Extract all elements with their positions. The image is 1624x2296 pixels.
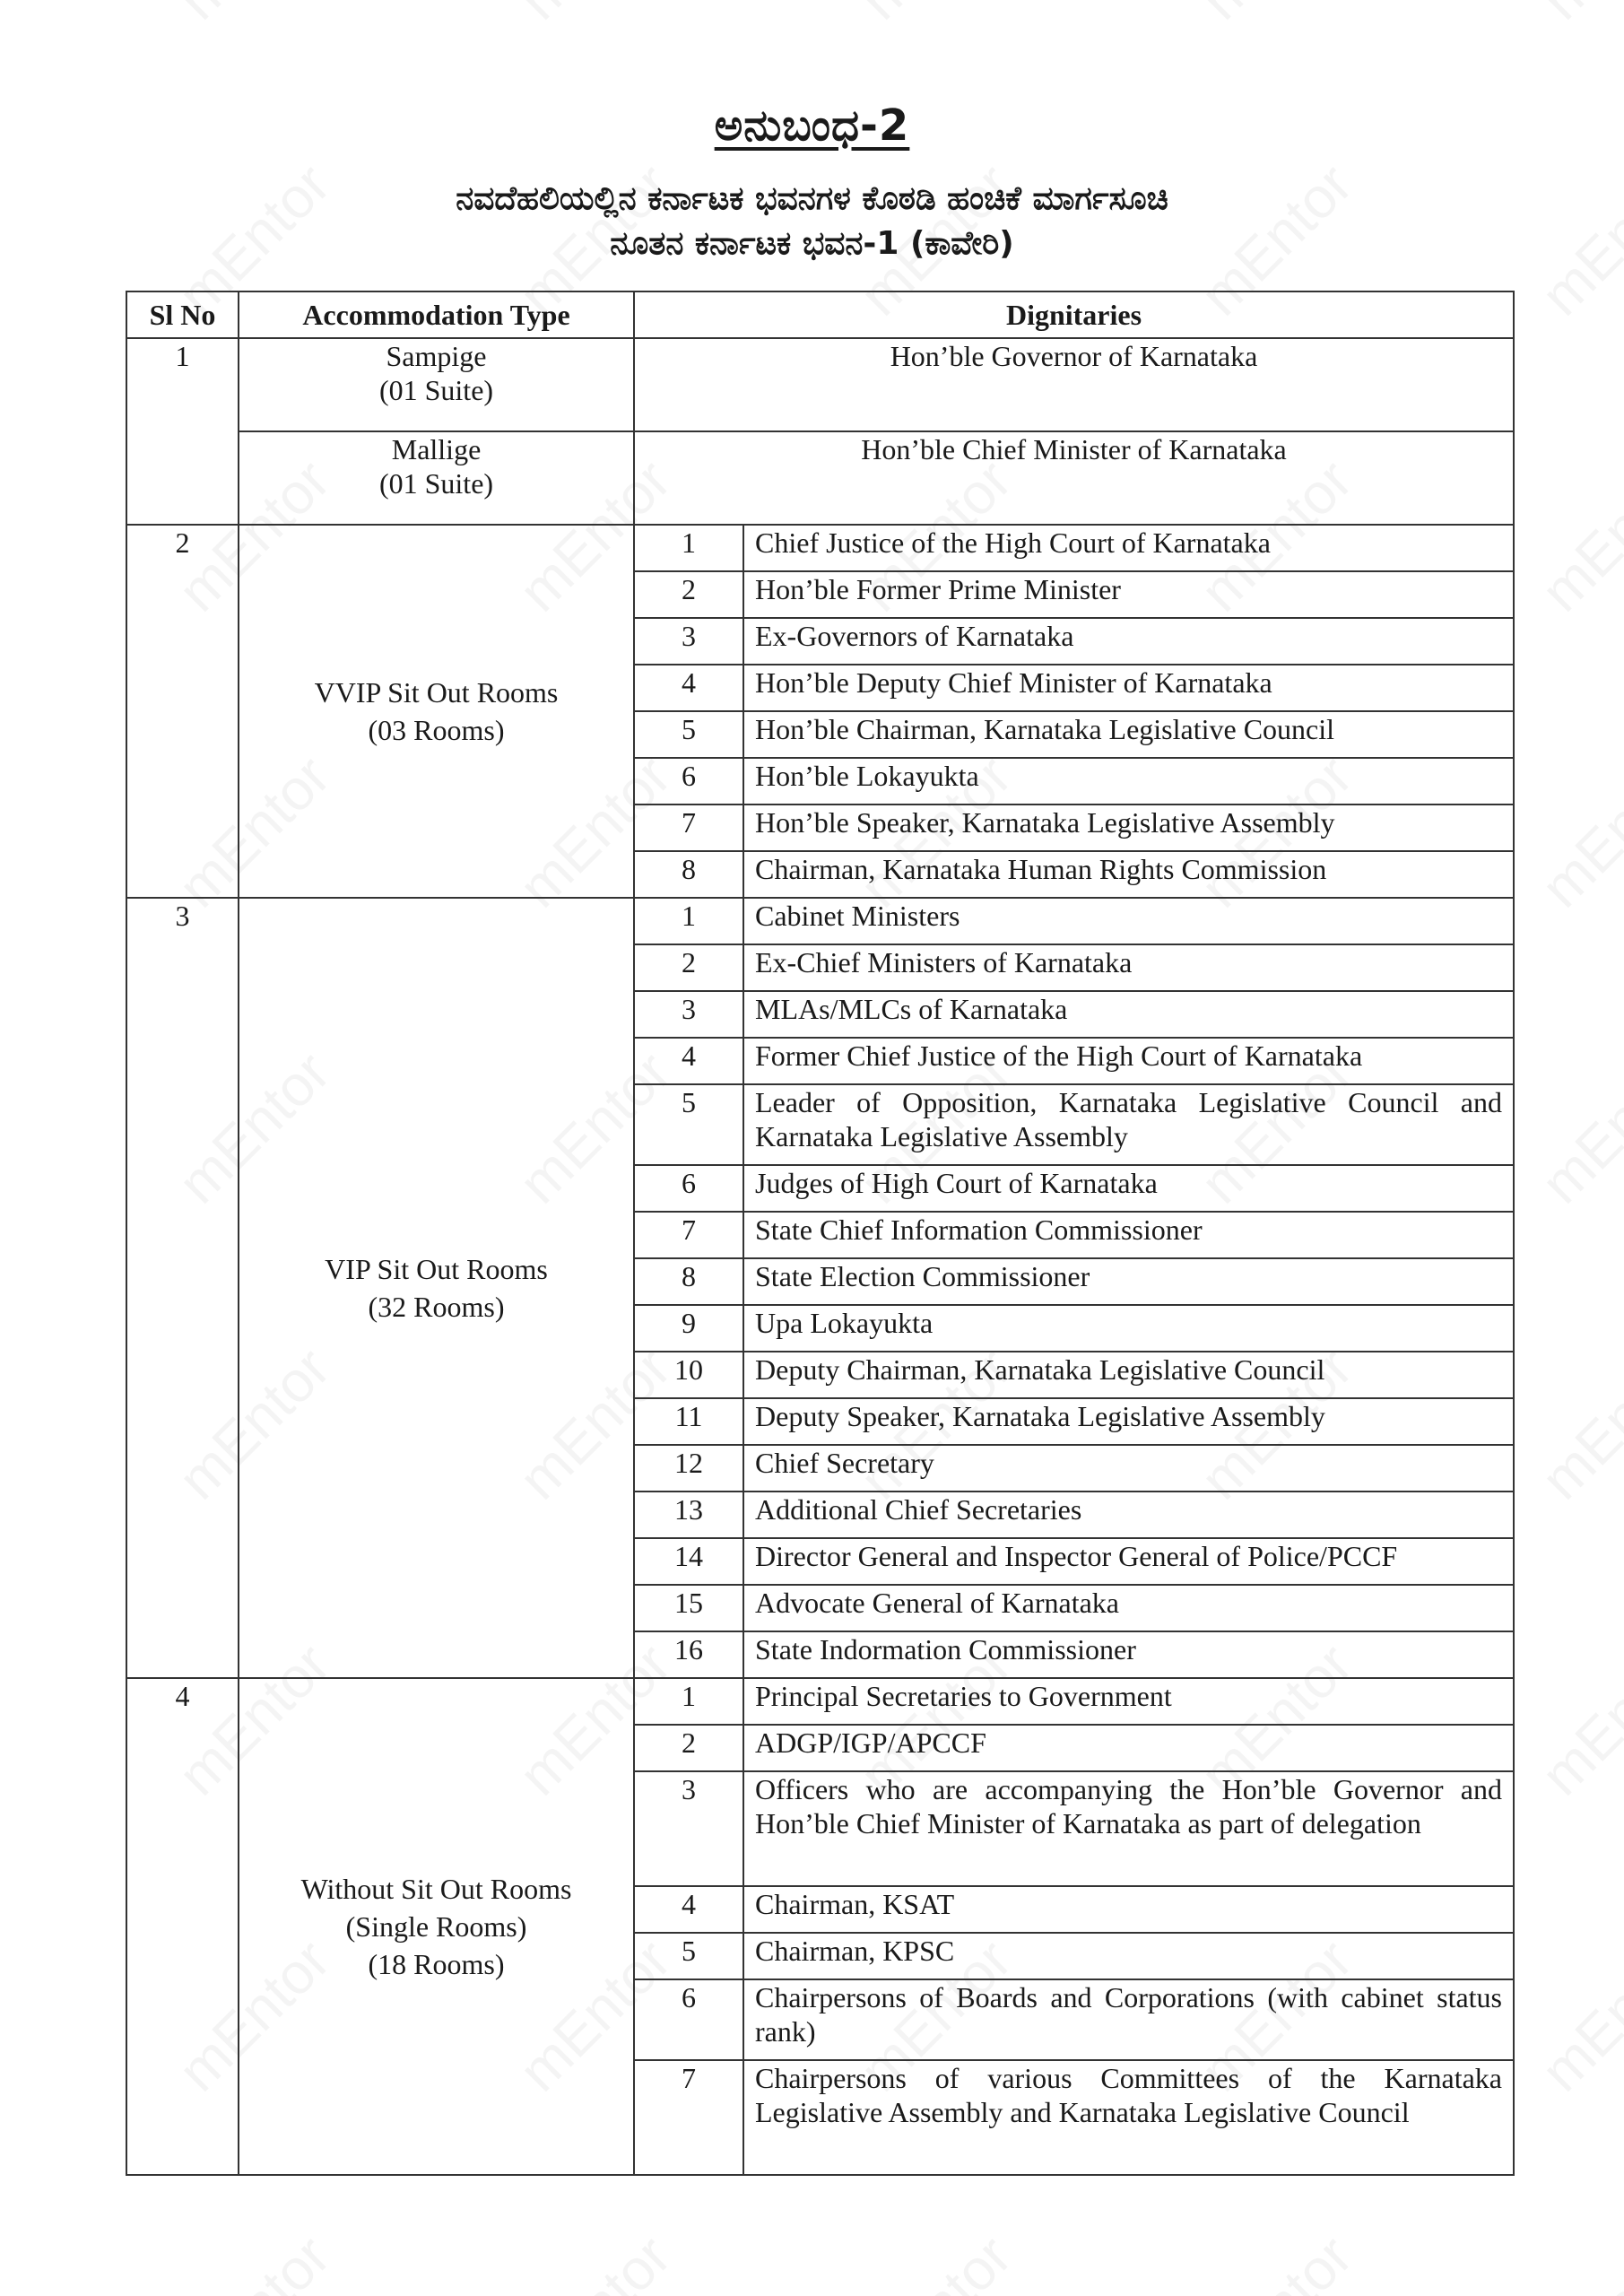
room-type-subtitle: (Single Rooms) bbox=[345, 1910, 527, 1943]
item-number: 5 bbox=[634, 1084, 743, 1165]
item-number: 5 bbox=[634, 711, 743, 758]
dignitary-item: State Indormation Commissioner bbox=[743, 1631, 1514, 1678]
table-row bbox=[126, 431, 1514, 525]
watermark-mark bbox=[1528, 1926, 1624, 2104]
table-row bbox=[126, 898, 1514, 944]
watermark-mark bbox=[847, 2222, 1024, 2296]
dignitary-item: Deputy Chairman, Karnataka Legislative Council bbox=[743, 1352, 1514, 1398]
dignitary-item: Hon’ble Deputy Chief Minister of Karnataka bbox=[743, 665, 1514, 711]
room-count: (32 Rooms) bbox=[368, 1291, 505, 1323]
subtitle-line-2: ನೂತನ ಕರ್ನಾಟಕ ಭವನ-1 (ಕಾವೇರಿ) bbox=[610, 225, 1014, 262]
dignitary-item: Advocate General of Karnataka bbox=[743, 1585, 1514, 1631]
dignitary-item: Chairpersons of various Committees of the Karnataka Legislative Assembly and Karnataka Legislative Council bbox=[743, 2060, 1514, 2175]
sl-no-cell: 1 bbox=[126, 338, 239, 525]
dignitary-item: Chairman, KSAT bbox=[743, 1886, 1514, 1933]
dignitary-item: Hon’ble Former Prime Minister bbox=[743, 571, 1514, 618]
item-number: 5 bbox=[634, 1933, 743, 1979]
item-number: 12 bbox=[634, 1445, 743, 1492]
sl-no-cell: 2 bbox=[126, 525, 239, 898]
watermark-mark bbox=[506, 0, 683, 32]
item-number: 2 bbox=[634, 571, 743, 618]
column-header-sl-no: Sl No bbox=[126, 291, 239, 338]
item-number: 1 bbox=[634, 525, 743, 571]
dignitary-item: Hon’ble Chairman, Karnataka Legislative Council bbox=[743, 711, 1514, 758]
dignitary-item: Hon’ble Speaker, Karnataka Legislative Assembly bbox=[743, 804, 1514, 851]
dignitary-item: MLAs/MLCs of Karnataka bbox=[743, 991, 1514, 1038]
dignitary-item: Chairman, Karnataka Human Rights Commission bbox=[743, 851, 1514, 898]
watermark-mark bbox=[1528, 2222, 1624, 2296]
watermark-mark bbox=[1528, 1631, 1624, 1808]
accommodation-type-cell bbox=[239, 525, 634, 898]
item-number: 4 bbox=[634, 1886, 743, 1933]
dignitary-item: Hon’ble Lokayukta bbox=[743, 758, 1514, 804]
item-number: 7 bbox=[634, 2060, 743, 2175]
table-row bbox=[126, 1678, 1514, 1725]
accommodation-type-cell bbox=[239, 431, 634, 525]
watermark-mark bbox=[1528, 1039, 1624, 1216]
item-number: 1 bbox=[634, 898, 743, 944]
dignitary-item: State Chief Information Commissioner bbox=[743, 1212, 1514, 1258]
watermark-mark bbox=[1528, 0, 1624, 32]
watermark-mark bbox=[506, 2222, 683, 2296]
column-header-accommodation-type: Accommodation Type bbox=[239, 291, 634, 338]
watermark-mark bbox=[0, 2222, 2, 2296]
suite-name: Sampige bbox=[386, 340, 487, 372]
item-number: 2 bbox=[634, 1725, 743, 1771]
dignitary-item: Officers who are accompanying the Hon’ble Governor and Hon’ble Chief Minister of Karnataka as part of delegation bbox=[743, 1771, 1514, 1886]
watermark-mark bbox=[0, 1631, 2, 1808]
room-count: (03 Rooms) bbox=[368, 714, 505, 746]
dignitary-item: State Election Commissioner bbox=[743, 1258, 1514, 1305]
item-number: 8 bbox=[634, 1258, 743, 1305]
dignitary-item: Principal Secretaries to Government bbox=[743, 1678, 1514, 1725]
room-type-name: VVIP Sit Out Rooms bbox=[314, 676, 559, 709]
sl-no-cell: 3 bbox=[126, 898, 239, 1678]
dignitary-item: Chairman, KPSC bbox=[743, 1933, 1514, 1979]
dignitary-item: Chief Justice of the High Court of Karnataka bbox=[743, 525, 1514, 571]
dignitary-item: ADGP/IGP/APCCF bbox=[743, 1725, 1514, 1771]
annexure-title: ಅನುಬಂಧ-2 bbox=[714, 100, 910, 151]
dignitary-item: Leader of Opposition, Karnataka Legislative Council and Karnataka Legislative Assembly bbox=[743, 1084, 1514, 1165]
table-row bbox=[126, 525, 1514, 571]
watermark-mark bbox=[1528, 1335, 1624, 1512]
item-number: 7 bbox=[634, 1212, 743, 1258]
item-number: 3 bbox=[634, 618, 743, 665]
sl-no-cell: 4 bbox=[126, 1678, 239, 2175]
dignitary-item: Chief Secretary bbox=[743, 1445, 1514, 1492]
item-number: 6 bbox=[634, 758, 743, 804]
watermark-mark bbox=[1187, 2222, 1365, 2296]
item-number: 8 bbox=[634, 851, 743, 898]
watermark-mark bbox=[0, 447, 2, 624]
watermark-mark bbox=[0, 1039, 2, 1216]
accommodation-type-cell bbox=[239, 898, 634, 1678]
column-header-dignitaries: Dignitaries bbox=[634, 291, 1514, 338]
dignitary-item: Judges of High Court of Karnataka bbox=[743, 1165, 1514, 1212]
suite-count: (01 Suite) bbox=[378, 374, 494, 406]
dignitary-cell: Hon’ble Governor of Karnataka bbox=[634, 338, 1514, 431]
watermark-mark bbox=[0, 0, 2, 32]
suite-name: Mallige bbox=[391, 433, 482, 465]
dignitary-item: Cabinet Ministers bbox=[743, 898, 1514, 944]
watermark-mark bbox=[847, 0, 1024, 32]
dignitary-item: Upa Lokayukta bbox=[743, 1305, 1514, 1352]
watermark-mark bbox=[0, 1926, 2, 2104]
item-number: 14 bbox=[634, 1538, 743, 1585]
dignitary-item: Director General and Inspector General of Police/PCCF bbox=[743, 1538, 1514, 1585]
accommodation-type-cell bbox=[239, 1678, 634, 2175]
item-number: 4 bbox=[634, 1038, 743, 1084]
table-header-row bbox=[126, 291, 1514, 338]
watermark-mark bbox=[1187, 0, 1365, 32]
watermark-mark bbox=[1528, 447, 1624, 624]
dignitary-item: Additional Chief Secretaries bbox=[743, 1492, 1514, 1538]
item-number: 13 bbox=[634, 1492, 743, 1538]
item-number: 1 bbox=[634, 1678, 743, 1725]
accommodation-type-cell bbox=[239, 338, 634, 431]
watermark-mark bbox=[0, 1335, 2, 1512]
allocation-table bbox=[126, 291, 1515, 2176]
dignitary-item: Chairpersons of Boards and Corporations (with cabinet status rank) bbox=[743, 1979, 1514, 2060]
item-number: 15 bbox=[634, 1585, 743, 1631]
room-count: (18 Rooms) bbox=[368, 1948, 505, 1980]
item-number: 3 bbox=[634, 1771, 743, 1886]
watermark-mark bbox=[165, 2222, 343, 2296]
table-row bbox=[126, 338, 1514, 431]
watermark-mark bbox=[1528, 743, 1624, 920]
dignitary-cell: Hon’ble Chief Minister of Karnataka bbox=[634, 431, 1514, 525]
item-number: 11 bbox=[634, 1398, 743, 1445]
item-number: 6 bbox=[634, 1165, 743, 1212]
subtitle-line-1: ನವದೆಹಲಿಯಲ್ಲಿನ ಕರ್ನಾಟಕ ಭವನಗಳ ಕೊಠಡಿ ಹಂಚಿಕೆ ಮಾರ್ಗಸೂಚಿ bbox=[456, 180, 1168, 217]
room-type-name: Without Sit Out Rooms bbox=[300, 1873, 572, 1905]
item-number: 2 bbox=[634, 944, 743, 991]
item-number: 9 bbox=[634, 1305, 743, 1352]
item-number: 4 bbox=[634, 665, 743, 711]
item-number: 3 bbox=[634, 991, 743, 1038]
dignitary-item: Former Chief Justice of the High Court of Karnataka bbox=[743, 1038, 1514, 1084]
room-type-name: VIP Sit Out Rooms bbox=[325, 1253, 548, 1285]
watermark-mark bbox=[0, 743, 2, 920]
item-number: 16 bbox=[634, 1631, 743, 1678]
dignitary-item: Ex-Governors of Karnataka bbox=[743, 618, 1514, 665]
watermark-mark bbox=[165, 0, 343, 32]
item-number: 6 bbox=[634, 1979, 743, 2060]
document-subtitle bbox=[0, 177, 1624, 266]
item-number: 10 bbox=[634, 1352, 743, 1398]
suite-count: (01 Suite) bbox=[378, 467, 494, 500]
document-header bbox=[0, 100, 1624, 266]
item-number: 7 bbox=[634, 804, 743, 851]
dignitary-item: Deputy Speaker, Karnataka Legislative Assembly bbox=[743, 1398, 1514, 1445]
dignitary-item: Ex-Chief Ministers of Karnataka bbox=[743, 944, 1514, 991]
